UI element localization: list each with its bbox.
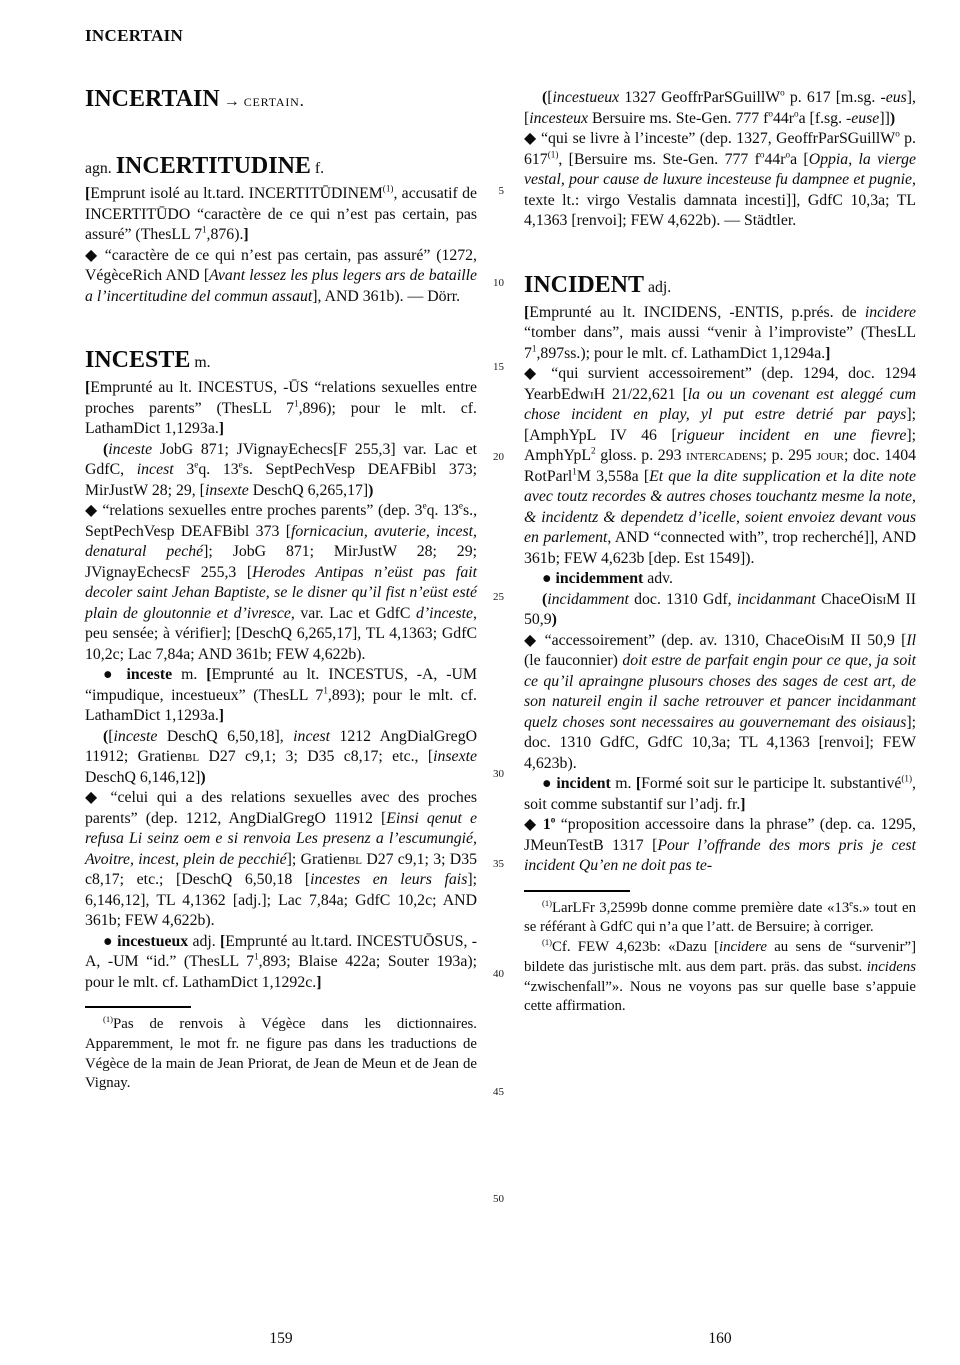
paragraph: ◆ “accessoirement” (dep. av. 1310, ChaceOisiM II 50,9 [Il (le fauconnier) doit estre de parfait engin pour ce que, ja soit ce qu’il apraingne plusours choses des sages de cest art, de son natureil engin il sache retrouver et pancer incidanmant quelz choses sont necessaires au gouvernemant des oisiaus]; doc. 1310 GdfC, GdfC 10,3a; TL 4,1363 [renvoi]; FEW 4,623b). [524, 631, 916, 772]
forms-paragraph: (incidamment doc. 1310 Gdf, incidanmant ChaceOisiM II 50,9) [524, 590, 916, 628]
line-number: 5 [498, 185, 504, 197]
paragraph: ◆ “relations sexuelles entre proches parents” (dep. 3eq. 13es., SeptPechVesp DEAFBibl 373 [fornicaciun, avuterie, incest, denatural peché]; JobG 871; MirJustW 28; 29; JVignayEchecsF 255,3 [Herodes Antipas n’eüst pas fait decoler saint Jehan Baptiste, se le disner qu’il fist n’eüst esté plain de gloutonnie et d’ivresce, var. Lac et GdfC d’inceste, peu sensée; à vérifier]; [DeschQ 6,265,17], TL 4,1363; GdfC 10,2c; Lac 7,84a; AND 361b; FEW 4,622b). [85, 500, 478, 663]
line-number-gutter [478, 0, 504, 1365]
sub-lemma-paragraph: ● inceste m. [Emprunté au lt. INCESTUS, -A, -UM “impudique, incestueux” (ThesLL $7^1,893$); pour le mlt. cf. LathamDict 1,1293a.] [85, 666, 478, 724]
left-column [85, 84, 477, 1094]
paragraph: [Emprunt isolé au lt.tard. INCERTITŪDINEM$^{(1)}$, accusatif de INCERTITŪDO “caractère de ce qui n’est pas certain, pas assuré” (ThesLL $7^1,876$).] [85, 183, 477, 243]
entry-title: INCERTAIN → certain. [85, 86, 305, 112]
footnote-paragraph: $^{(1)}$Cf. FEW 4,623b: «Dazu [incidere au sens de “survenir”] bildete das juristische mlt. aus dem part. präs. das subst. incidens “zwischenfall”». Nous ne voyons pas sur quelle base s’appuie cette affirmation. [524, 937, 917, 1015]
line-number: 10 [493, 277, 504, 289]
paragraph: ◆ “qui se livre à l’inceste” (dep. 1327, GeoffrParSGuillW$^o$ p. 617$^{(1)}$, [Bersuire ms. Ste-Gen. 777 $f^o44r^oa$ [Oppia, la vierge vestal, pour cause de luxure incesteuse fu dampnee et pugnie, texte lt.: virgo Vestalis damnata incesti]], GdfC 10,3a; TL 4,1363 [renvoi]; FEW 4,622b). — Städtler. [524, 128, 917, 229]
forms-paragraph: ([inceste DeschQ 6,50,18], incest 1212 AngDialGregO 11912; Gratienbl D27 c9,1; 3; D35 c8,17; etc., [insexte DeschQ 6,146,12]) [85, 727, 477, 786]
line-number: 15 [493, 361, 504, 373]
line-number: 45 [493, 1086, 504, 1098]
forms-paragraph: (inceste JobG 871; JVignayEchecs[F 255,3] var. Lac et GdfC, incest 3eq. 13es. SeptPechVesp DEAFBibl 373; MirJustW 28; 29, [insexte DeschQ 6,265,17]) [85, 440, 478, 499]
paragraph: [Emprunté au lt. INCIDENS, -ENTIS, p.prés. de incidere “tomber dans”, mais aussi “venir à l’improviste” (ThesLL $7^1,897ss$.); pour le mlt. cf. LathamDict 1,1294a.] [524, 303, 916, 362]
page-number-right: 160 [708, 1330, 732, 1347]
line-number: 25 [493, 591, 504, 603]
paragraph: ◆ “caractère de ce qui n’est pas certain, pas assuré” (1272, VégèceRich AND [Avant lessez les plus legers ars de bataille a l’incertitudine del commun assaut], AND 361b). — Dörr. [85, 246, 478, 305]
paragraph: [Emprunté au lt. INCESTUS, -ŪS “relations sexuelles entre proches parents” (ThesLL $7^1,896$); pour le mlt. cf. LathamDict 1,1293a.] [85, 379, 478, 437]
page-number-left: 159 [269, 1330, 293, 1347]
sub-lemma-paragraph: ● incident m. [Formé soit sur le participe lt. substantivé$^{(1)}$, soit comme substantif sur l’adj. fr.] [524, 773, 916, 813]
line-number: 20 [493, 451, 504, 463]
line-number: 35 [493, 858, 504, 870]
footnote-rule [524, 890, 630, 892]
running-head: INCERTAIN [85, 26, 184, 45]
footnote-rule [85, 1006, 191, 1008]
entry-headword: INCIDENT adj. [524, 271, 672, 298]
paragraph: ◆ “celui qui a des relations sexuelles avec des proches parents” (dep. 1212, AngDialGregO 11912 [Einsi qenut e refusa Li seinz oem e si renvoia Les presenz a l’escumungié, Avoitre, incest, plein de pecchié]; Gratienbl D27 c9,1; 3; D35 c8,17; etc.; [DeschQ 6,50,18 [incestes en leurs fais]; 6,146,12], TL 4,1362 [adj.]; Lac 7,84a; GdfC 10,2c; AND 361b; FEW 4,622b). [85, 789, 478, 929]
paragraph: ◆ 1$^o$ “proposition accessoire dans la phrase” (dep. ca. 1295, JMeunTestB 1317 [Pour l’offrande des mors pris je cest incident Qu’en ne doit pas te- [524, 814, 916, 874]
line-number: 40 [493, 968, 504, 980]
line-number: 30 [493, 768, 504, 780]
sub-lemma-paragraph: ● incidemment adv. [542, 570, 673, 587]
footnote-paragraph: $^{(1)}$LarLFr 3,2599b donne comme première date «13es.» tout en se référant à GdfC qui n’a que l’att. de Bersuire; à corriger. [524, 897, 916, 936]
entry-headword: INCESTE m. [85, 347, 211, 373]
right-column [524, 88, 916, 1017]
line-number: 50 [493, 1193, 504, 1205]
lemma-line: agn. INCERTITUDINE f. [85, 153, 325, 179]
footnote-paragraph: $^{(1)}$Pas de renvois à Végèce dans les dictionnaires. Apparemment, le mot fr. ne figure pas dans les traductions de Végèce de la main de Jean Priorat, de Jean de Meun et de Jean de Vignay. [85, 1014, 477, 1092]
forms-paragraph: ([incestueux 1327 GeoffrParSGuillW$^o$ p. 617 [m.sg. -eus], [incesteux Bersuire ms. Ste-Gen. 777 $f^o44r^oa$ [f.sg. -euse]]) [524, 87, 916, 127]
paragraph: ◆ “qui survient accessoirement” (dep. 1294, doc. 1294 YearbEdwiH 21/22,621 [la ou un covenant est aleggé cum chose incident en play, yl put estre detrié par pays]; [AmphYpL IV 46 [rigueur incident en une fievre]; AmphYpL$^2$ gloss. p. 293 intercadens; p. 295 jour; doc. 1404 RotParl$^1$M 3,558a [Et que la dite supplication et la dite note avec toutz recordes & autres choses touchantz mesme la note, & incidentz & dependetz d’icelle, soient envoiez devant vous en parlement, AND “connected with”, trop recherché]], AND 361b; FEW 4,623b [dep. Est 1549]). [524, 365, 916, 567]
sub-lemma-paragraph: ● incestueux adj. [Emprunté au lt.tard. INCESTUŌSUS, -A, -UM “id.” (ThesLL $7^1,893$; Blaise 422a; Souter 193a); pour le mlt. cf. LathamDict 1,1292c.] [85, 932, 477, 991]
